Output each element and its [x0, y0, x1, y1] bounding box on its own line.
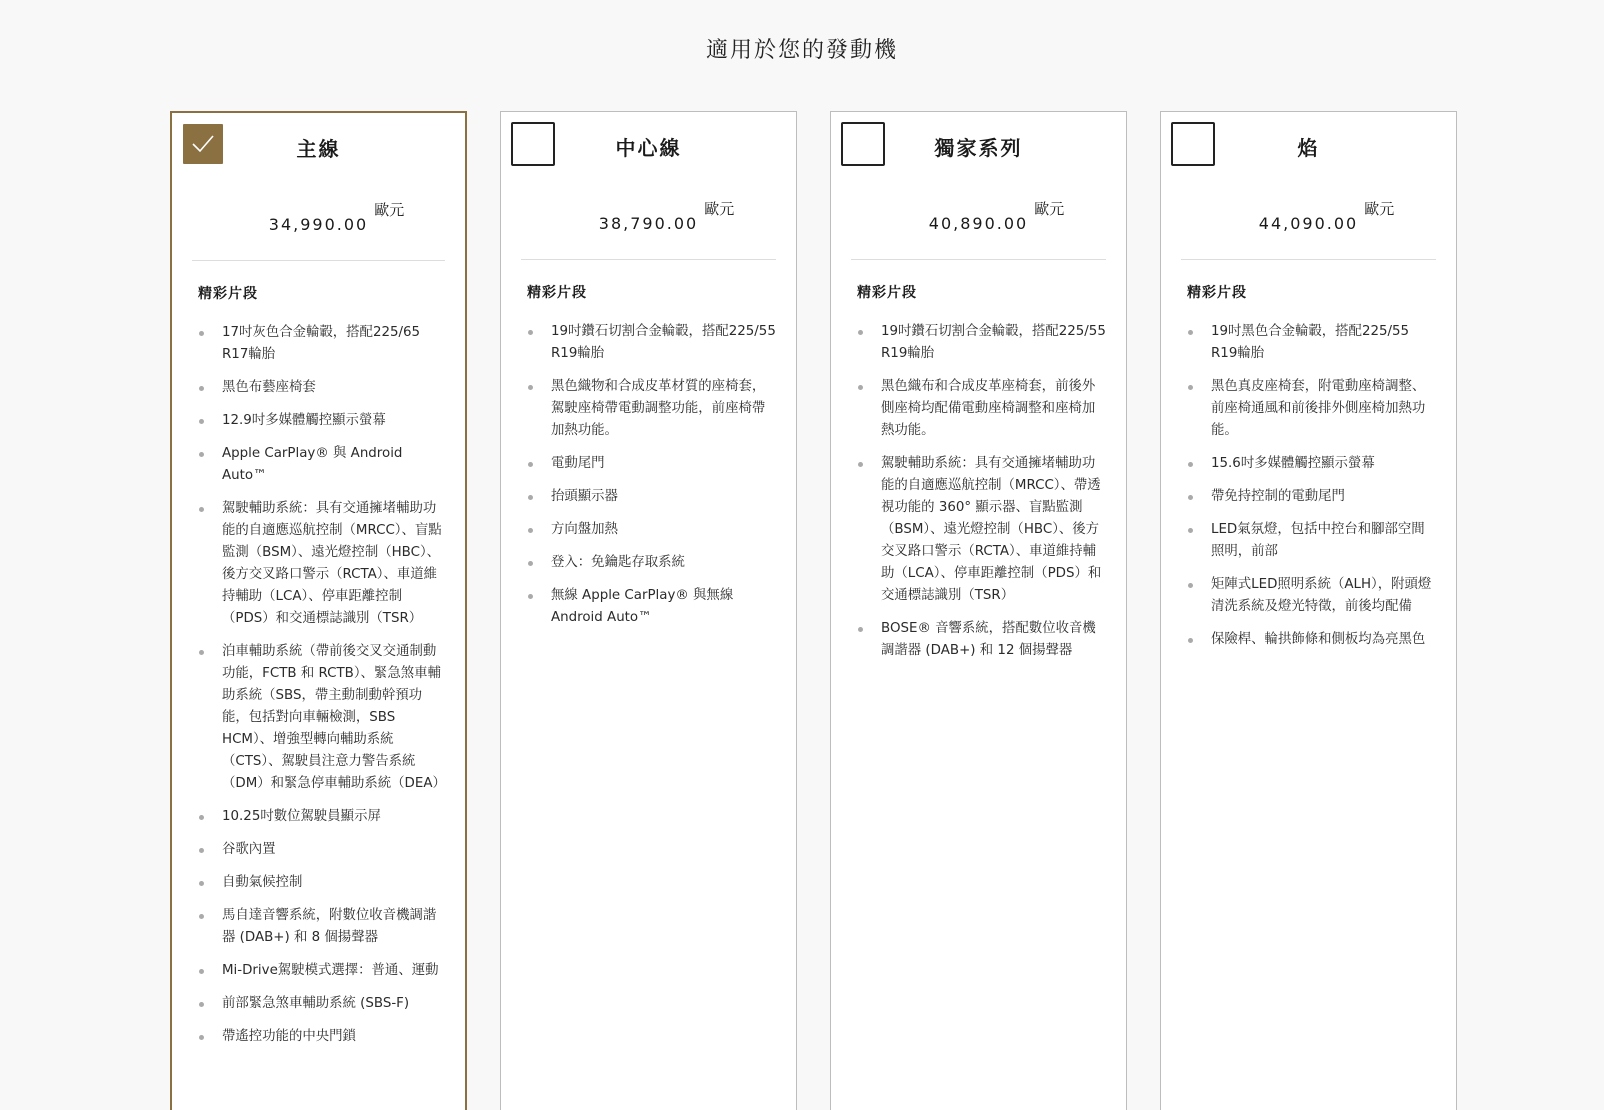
feature-list — [198, 322, 445, 1059]
feature-item: 矩陣式LED照明系統（ALH），附頭燈清洗系統及燈光特徵，前後均配備 — [1187, 574, 1436, 618]
trim-card-main-line[interactable] — [170, 111, 467, 1110]
feature-item: 10.25吋數位駕駛員顯示屏 — [198, 806, 445, 828]
price-currency: 歐元 — [1034, 200, 1065, 218]
trim-price — [928, 198, 1065, 233]
page-title: 適用於您的發動機 — [705, 38, 898, 63]
feature-item: 自動氣候控制 — [198, 872, 445, 894]
trim-cards — [170, 111, 1460, 1110]
highlights-heading: 精彩片段 — [198, 286, 258, 302]
price-currency: 歐元 — [1364, 200, 1395, 218]
feature-item: 抬頭顯示器 — [527, 486, 776, 508]
price-value: 40,890.00 — [928, 214, 1029, 233]
feature-item: 方向盤加熱 — [527, 519, 776, 541]
divider — [1181, 259, 1436, 260]
feature-item: Mi-Drive駕駛模式選擇：普通、運動 — [198, 960, 445, 982]
divider — [192, 260, 445, 261]
feature-item: 黑色織布和合成皮革座椅套，前後外側座椅均配備電動座椅調整和座椅加熱功能。 — [857, 376, 1106, 442]
trim-price — [268, 199, 405, 234]
trim-price — [598, 198, 735, 233]
highlights-heading: 精彩片段 — [527, 285, 587, 301]
highlights-heading: 精彩片段 — [857, 285, 917, 301]
trim-card-exclusive-line[interactable] — [830, 111, 1127, 1110]
feature-item: 駕駛輔助系統：具有交通擁堵輔助功能的自適應巡航控制（MRCC）、帶透視功能的 360° 顯示器、盲點監測（BSM）、遠光燈控制（HBC）、後方交叉路口警示（RCTA）、車道維持輔助（LCA）、停車距離控制（PDS）和交通標誌識別（TSR） — [857, 453, 1106, 607]
trim-name: 獨家系列 — [934, 136, 1023, 160]
trim-name: 中心線 — [615, 136, 682, 160]
trim-name: 焰 — [1297, 136, 1320, 160]
price-value: 44,090.00 — [1258, 214, 1359, 233]
feature-item: 15.6吋多媒體觸控顯示螢幕 — [1187, 453, 1436, 475]
price-value: 38,790.00 — [598, 214, 699, 233]
feature-item: 保險桿、輪拱飾條和側板均為亮黑色 — [1187, 629, 1436, 651]
feature-item: 無線 Apple CarPlay® 與無線 Android Auto™ — [527, 585, 776, 629]
price-currency: 歐元 — [374, 201, 405, 219]
feature-item: 17吋灰色合金輪轂，搭配225/65 R17輪胎 — [198, 322, 445, 366]
feature-item: 12.9吋多媒體觸控顯示螢幕 — [198, 410, 445, 432]
feature-item: BOSE® 音響系統，搭配數位收音機調諧器 (DAB+) 和 12 個揚聲器 — [857, 618, 1106, 662]
feature-item: 馬自達音響系統，附數位收音機調諧器 (DAB+) 和 8 個揚聲器 — [198, 905, 445, 949]
trim-card-centre-line[interactable] — [500, 111, 797, 1110]
feature-item: 電動尾門 — [527, 453, 776, 475]
feature-list — [527, 321, 776, 640]
divider — [851, 259, 1106, 260]
feature-item: 駕駛輔助系統：具有交通擁堵輔助功能的自適應巡航控制（MRCC）、盲點監測（BSM）、遠光燈控制（HBC）、後方交叉路口警示（RCTA）、車道維持輔助（LCA）、停車距離控制（PDS）和交通標誌識別（TSR） — [198, 498, 445, 630]
feature-list — [1187, 321, 1436, 662]
feature-item: 前部緊急煞車輔助系統 (SBS-F) — [198, 993, 445, 1015]
feature-item: Apple CarPlay® 與 Android Auto™ — [198, 443, 445, 487]
trim-card-homura[interactable] — [1160, 111, 1457, 1110]
feature-item: 19吋鑽石切割合金輪轂，搭配225/55 R19輪胎 — [527, 321, 776, 365]
feature-item: 黑色布藝座椅套 — [198, 377, 445, 399]
highlights-heading: 精彩片段 — [1187, 285, 1247, 301]
divider — [521, 259, 776, 260]
feature-item: 黑色真皮座椅套，附電動座椅調整、前座椅通風和前後排外側座椅加熱功能。 — [1187, 376, 1436, 442]
feature-item: 帶遙控功能的中央門鎖 — [198, 1026, 445, 1048]
feature-list — [857, 321, 1106, 673]
feature-item: 19吋黑色合金輪轂，搭配225/55 R19輪胎 — [1187, 321, 1436, 365]
trim-price — [1258, 198, 1395, 233]
feature-item: 泊車輔助系統（帶前後交叉交通制動功能，FCTB 和 RCTB）、緊急煞車輔助系統（SBS，帶主動制動幹預功能，包括對向車輛檢測，SBS HCM）、增強型轉向輔助系統（CTS）、駕駛員注意力警告系統（DM）和緊急停車輔助系統（DEA） — [198, 641, 445, 795]
trim-name: 主線 — [296, 137, 341, 161]
price-value: 34,990.00 — [268, 215, 369, 234]
feature-item: LED氣氛燈，包括中控台和腳部空間照明，前部 — [1187, 519, 1436, 563]
price-currency: 歐元 — [704, 200, 735, 218]
feature-item: 19吋鑽石切割合金輪轂，搭配225/55 R19輪胎 — [857, 321, 1106, 365]
feature-item: 登入：免鑰匙存取系統 — [527, 552, 776, 574]
feature-item: 帶免持控制的電動尾門 — [1187, 486, 1436, 508]
feature-item: 黑色織物和合成皮革材質的座椅套，駕駛座椅帶電動調整功能，前座椅帶加熱功能。 — [527, 376, 776, 442]
feature-item: 谷歌內置 — [198, 839, 445, 861]
